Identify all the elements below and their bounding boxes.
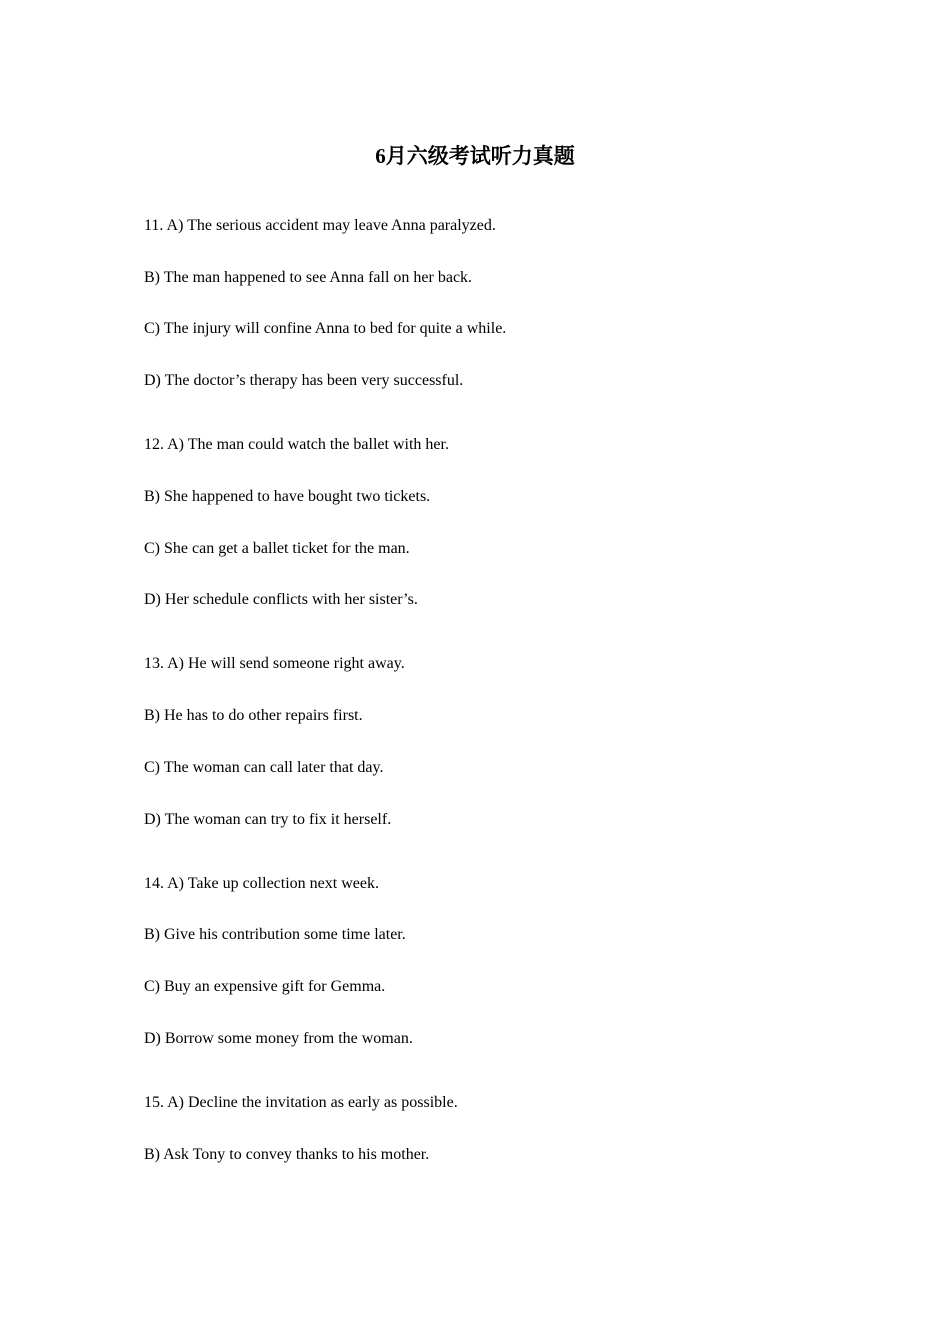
- question-12-option-a: 12. A) The man could watch the ballet with her.: [144, 436, 449, 453]
- question-11-option-b: B) The man happened to see Anna fall on her back.: [144, 269, 473, 286]
- question-13-option-d: D) The woman can try to fix it herself.: [144, 811, 392, 828]
- question-11-option-d: D) The doctor’s therapy has been very successful.: [144, 372, 464, 389]
- question-12-option-b: B) She happened to have bought two tickets.: [144, 488, 431, 505]
- question-12-option-d: D) Her schedule conflicts with her sister’s.: [144, 591, 418, 608]
- question-13-option-b: B) He has to do other repairs first.: [144, 707, 363, 724]
- question-14-option-a: 14. A) Take up collection next week.: [144, 875, 379, 892]
- page-title: 6月六级考试听力真题: [375, 144, 575, 168]
- question-13-option-c: C) The woman can call later that day.: [144, 759, 384, 776]
- question-14-option-b: B) Give his contribution some time later.: [144, 926, 406, 943]
- question-13-option-a: 13. A) He will send someone right away.: [144, 655, 405, 672]
- question-15-option-a: 15. A) Decline the invitation as early as possible.: [144, 1094, 458, 1111]
- question-11-option-c: C) The injury will confine Anna to bed for quite a while.: [144, 320, 507, 337]
- question-14-option-c: C) Buy an expensive gift for Gemma.: [144, 978, 386, 995]
- question-11-option-a: 11. A) The serious accident may leave Anna paralyzed.: [144, 217, 496, 234]
- question-14-option-d: D) Borrow some money from the woman.: [144, 1030, 413, 1047]
- question-12-option-c: C) She can get a ballet ticket for the man.: [144, 540, 410, 557]
- question-15-option-b: B) Ask Tony to convey thanks to his mother.: [144, 1146, 430, 1163]
